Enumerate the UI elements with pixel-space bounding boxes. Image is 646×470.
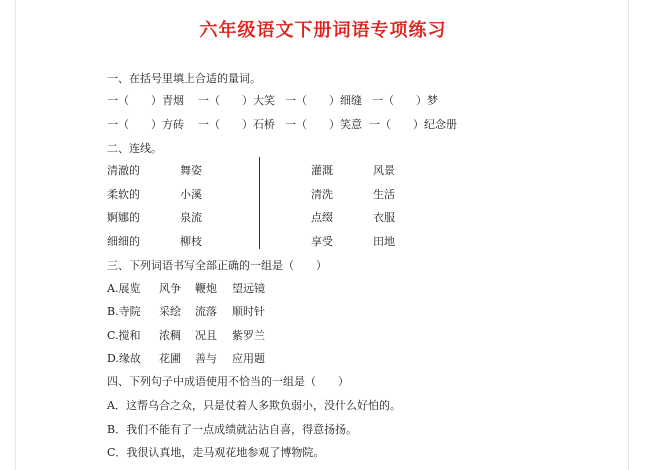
- q1-item: 一（ ）细缝: [285, 94, 362, 107]
- match-left-word: 婀娜的: [107, 211, 140, 224]
- q1-item: 一（ ）青烟: [107, 94, 184, 107]
- q1-item: 一（ ）梦: [372, 94, 438, 107]
- q4-heading: 四、下列句子中成语使用不恰当的一组是（ ）: [107, 375, 349, 388]
- match-right-word: 清洗: [311, 188, 333, 201]
- q3-option-word: 紫罗兰: [232, 329, 265, 342]
- q1-item: 一（ ）纪念册: [369, 118, 457, 131]
- q3-option-word: 顺时针: [232, 305, 265, 318]
- match-left-word: 细细的: [107, 235, 140, 248]
- match-right-word: 享受: [311, 235, 333, 248]
- match-left-target: 柳枝: [180, 235, 202, 248]
- match-left-target: 泉流: [180, 211, 202, 224]
- match-right-target: 田地: [373, 235, 395, 248]
- match-right-target: 衣服: [373, 211, 395, 224]
- match-right-target: 生活: [373, 188, 395, 201]
- q1-heading: 一、在括号里填上合适的量词。: [107, 72, 261, 85]
- page-edge-right: [628, 0, 629, 470]
- q3-option-word: 鞭炮: [195, 282, 217, 295]
- document-title: 六年级语文下册词语专项练习: [199, 20, 447, 41]
- q3-option-word: 善与: [195, 352, 217, 365]
- match-left-target: 舞姿: [180, 164, 202, 177]
- q3-option-word: 流落: [195, 305, 217, 318]
- match-left-target: 小溪: [180, 188, 202, 201]
- q3-option-word: 望远镜: [232, 282, 265, 295]
- q4-option: B．我们不能有了一点成绩就沾沾自喜，得意扬扬。: [107, 423, 358, 436]
- q3-option-word: C.搅和: [107, 329, 141, 342]
- page-edge-left: [15, 0, 16, 470]
- q3-option-word: 风争: [159, 282, 181, 295]
- q3-option-word: D.缘故: [107, 352, 141, 365]
- q4-option: A．这帮乌合之众，只是仗着人多欺负弱小，没什么好怕的。: [107, 399, 401, 412]
- match-left-word: 柔软的: [107, 188, 140, 201]
- q4-option: C．我很认真地，走马观花地参观了博物院。: [107, 446, 325, 459]
- q3-option-word: 况且: [195, 329, 217, 342]
- q3-option-word: 应用题: [232, 352, 265, 365]
- q3-heading: 三、下列词语书写全部正确的一组是（ ）: [107, 259, 327, 272]
- q3-option-word: 采绘: [159, 305, 181, 318]
- q1-item: 一（ ）石桥: [198, 118, 275, 131]
- q1-item: 一（ ）笑意: [285, 118, 362, 131]
- match-left-word: 清澈的: [107, 164, 140, 177]
- match-right-word: 点缀: [311, 211, 333, 224]
- q2-heading: 二、连线。: [107, 142, 162, 155]
- q3-option-word: B.寺院: [107, 305, 141, 318]
- q1-item: 一（ ）方砖: [107, 118, 184, 131]
- q3-option-word: A.展览: [107, 282, 141, 295]
- match-right-target: 风景: [373, 164, 395, 177]
- q3-option-word: 浓稠: [159, 329, 181, 342]
- q3-option-word: 花圃: [159, 352, 181, 365]
- matching-divider: [259, 157, 260, 249]
- q1-item: 一（ ）大笑: [198, 94, 275, 107]
- match-right-word: 灌溉: [311, 164, 333, 177]
